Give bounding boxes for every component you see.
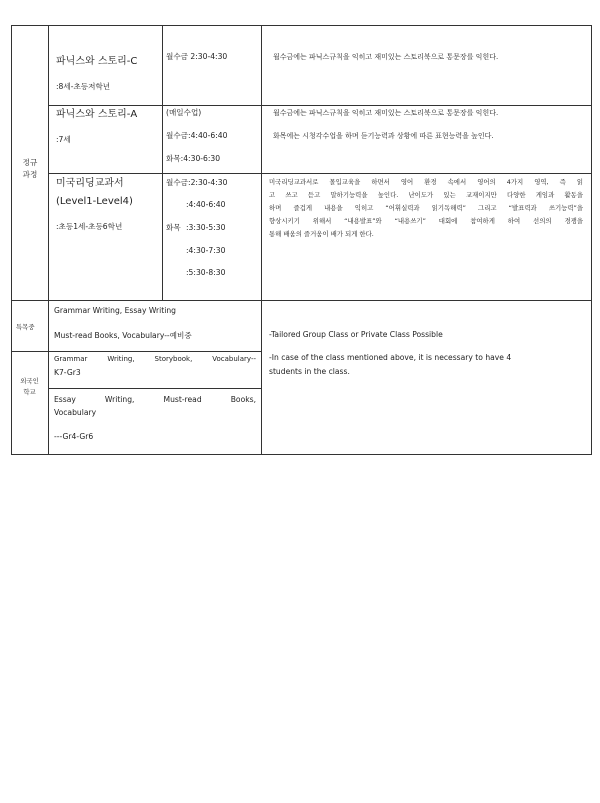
course-schedule: 월수금:2:30-4:30	[166, 178, 228, 187]
table-border-left	[11, 25, 12, 455]
regular-course-label: 정규 과정	[22, 158, 38, 180]
course-description: 월수금에는 파닉스규칙을 익히고 재미있는 스토리북으로 통문장를 익힌다.	[273, 109, 499, 117]
course-name-level: (Level1-Level4)	[56, 196, 133, 207]
course-description: 월수금에는 파닉스규칙을 익히고 재미있는 스토리북으로 통문장를 익힌다.	[273, 53, 499, 61]
col-divider	[48, 25, 49, 455]
course-description: 향상시키기 위해서 “내용발표”와 “내용쓰기” 대회에 참여하게 하여 선의의 경쟁을	[269, 217, 583, 225]
special-course-note: -Tailored Group Class or Private Class Possible	[269, 330, 443, 339]
foreign-school-row2-line1: Essay Writing, Must-read Books,	[54, 395, 256, 404]
course-description: 하며 즐겁게 내용을 익히고 “어휘실력과 읽기독해력” 그리고 “발표력과 쓰기능력”을	[269, 204, 583, 212]
course-target: :7세	[56, 135, 71, 144]
course-description: 화목에는 시청각수업을 하며 듣기능력과 상황에 따른 표현능력을 높인다.	[273, 132, 494, 140]
curriculum-table	[11, 25, 592, 455]
table-border-right	[591, 25, 592, 455]
course-schedule: :3:30-5:30	[186, 223, 226, 232]
course-description: 미국리딩교과서로 몰입교육을 하면서 영어 환경 속에서 영어의 4가지 영역, 즉 읽	[269, 178, 583, 186]
section-divider	[11, 300, 592, 301]
course-schedule: 화목	[166, 223, 181, 232]
course-target: :8세-초등저학년	[56, 82, 111, 91]
col-divider	[162, 25, 163, 300]
row-divider	[48, 388, 261, 389]
special-course-line2: Must-read Books, Vocabulary--예비중	[54, 331, 192, 340]
course-schedule: :5:30-8:30	[186, 268, 226, 277]
course-schedule: :4:40-6:40	[186, 200, 226, 209]
course-schedule: :4:30-7:30	[186, 246, 226, 255]
course-name: 미국리딩교과서	[56, 178, 124, 189]
foreign-school-row2-line2: Vocabulary	[54, 408, 97, 417]
special-course-label: 특목중	[16, 323, 35, 331]
table-border-top	[11, 25, 592, 26]
foreign-school-row1-line2: K7-Gr3	[54, 368, 81, 377]
course-schedule: 월수금 2:30-4:30	[166, 52, 228, 61]
course-target: :초등1세-초등6학년	[56, 222, 123, 231]
row-divider	[48, 105, 592, 106]
course-description: 통해 배움의 즐거움이 배가 되게 한다.	[269, 230, 374, 238]
col-divider	[261, 25, 262, 455]
special-course-line1: Grammar Writing, Essay Writing	[54, 306, 176, 315]
course-name: 파닉스와 스토리-C	[56, 56, 138, 67]
row-divider	[48, 173, 592, 174]
course-schedule: 월수금:4:40-6:40	[166, 131, 228, 140]
foreign-school-row2-line3: ---Gr4-Gr6	[54, 432, 94, 441]
foreign-school-row1-line1: Grammar Writing, Storybook, Vocabulary--	[54, 355, 256, 363]
foreign-school-label: 외국인 학교	[20, 377, 39, 396]
foreign-school-note-line2: students in the class.	[269, 367, 350, 376]
course-schedule: (매일수업)	[166, 108, 202, 117]
course-schedule: 화목:4:30-6:30	[166, 154, 221, 163]
course-name: 파닉스와 스토리-A	[56, 109, 138, 120]
course-description: 고 쓰고 듣고 말하기능력을 높인다. 난이도가 있는 교재이지만 다양한 게임과 활동을	[269, 191, 583, 199]
table-border-bottom	[11, 454, 592, 455]
foreign-school-note-line1: -In case of the class mentioned above, it is necessary to have 4	[269, 353, 512, 362]
